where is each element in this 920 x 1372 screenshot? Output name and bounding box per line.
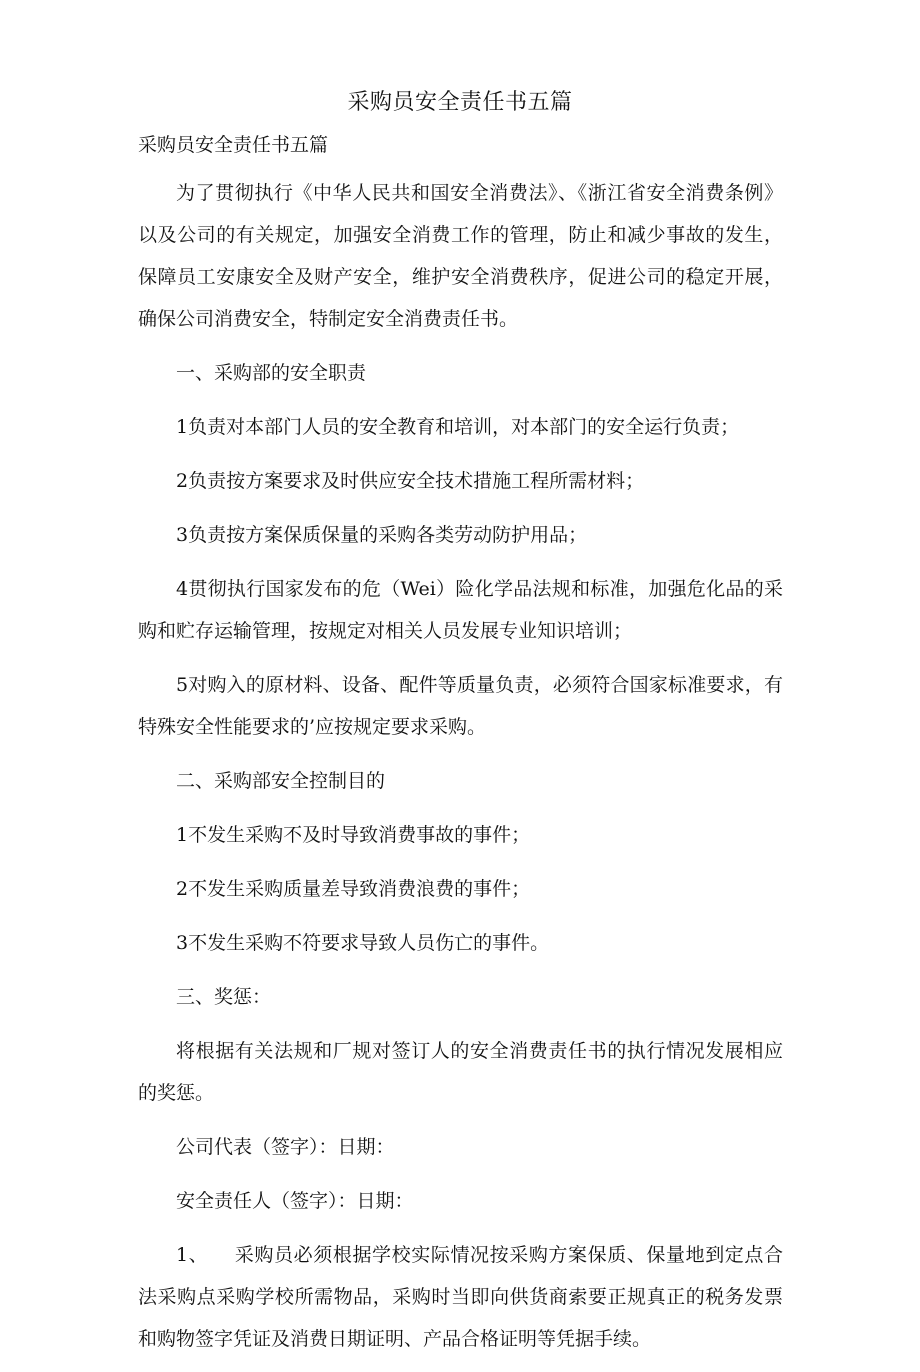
duty-item-2: 2负责按方案要求及时供应安全技术措施工程所需材料； (176, 470, 645, 492)
goal-item-3: 3不发生采购不符要求导致人员伤亡的事件。 (176, 932, 550, 954)
duty-item-3: 3负责按方案保质保量的采购各类劳动防护用品； (176, 524, 588, 546)
document-subtitle: 采购员安全责任书五篇 (138, 134, 329, 156)
purchaser-item-number: 1、 (176, 1244, 209, 1266)
document-body (138, 172, 783, 1372)
goal-item-2: 2不发生采购质量差导致消费浪费的事件； (176, 878, 531, 900)
goal-item-1: 1不发生采购不及时导致消费事故的事件； (176, 824, 531, 846)
intro-paragraph: 为了贯彻执行《中华人民共和国安全消费法》、《浙江省安全消费条例》以及公司的有关规定，加强安全消费工作的管理，防止和减少事故的发生，保障员工安康安全及财产安全，维护安全消费秩序，促进公司的稳定开展，确保公司消费安全，特制定安全消费责任书。 (138, 182, 783, 330)
section-heading-1: 一、采购部的安全职责 (176, 362, 367, 384)
purchaser-item-text: 采购员必须根据学校实际情况按采购方案保质、保量地到定点合法采购点采购学校所需物品，采购时当即向供货商索要正规真正的税务发票和购物签字凭证及消费日期证明、产品合格证明等凭据手续。 (138, 1244, 783, 1350)
section-heading-2: 二、采购部安全控制目的 (176, 770, 386, 792)
responsible-signature-line: 安全责任人（签字）：日期： (176, 1190, 414, 1212)
duty-item-5: 5对购入的原材料、设备、配件等质量负责，必须符合国家标准要求，有特殊安全性能要求的’应按规定要求采购。 (138, 674, 783, 738)
document-title: 采购员安全责任书五篇 (347, 90, 573, 115)
duty-item-1: 1负责对本部门人员的安全教育和培训，对本部门的安全运行负责； (176, 416, 740, 438)
duty-item-4: 4贯彻执行国家发布的危（Wei）险化学品法规和标准，加强危化品的采购和贮存运输管理，按规定对相关人员发展专业知识培训； (138, 578, 783, 642)
section-heading-3: 三、奖惩： (176, 986, 272, 1008)
purchaser-item-1 (138, 1234, 783, 1360)
reward-paragraph: 将根据有关法规和厂规对签订人的安全消费责任书的执行情况发展相应的奖惩。 (138, 1040, 783, 1104)
company-signature-line: 公司代表（签字）：日期： (176, 1136, 395, 1158)
